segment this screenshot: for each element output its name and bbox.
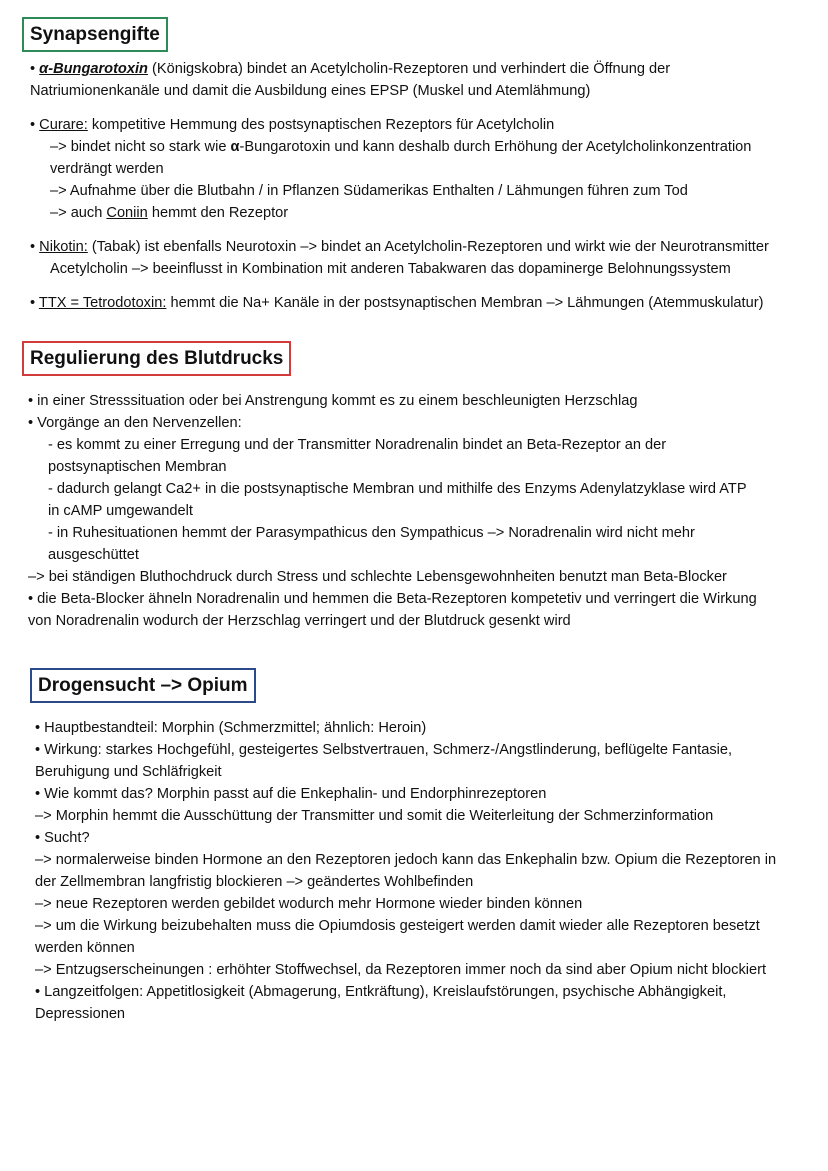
curare-line-1: • Curare: kompetitive Hemmung des postsynaptischen Rezeptors für Acetylcholin (30, 117, 555, 133)
section-title-drogensucht: Drogensucht –> Opium (30, 668, 256, 703)
blutdruck-line: ausgeschüttet (48, 547, 139, 563)
blutdruck-line: • die Beta-Blocker ähneln Noradrenalin und hemmen die Beta-Rezeptoren kompetetiv und verringert die Wirkung (28, 591, 757, 607)
curare-line-2: –> bindet nicht so stark wie α-Bungarotoxin und kann deshalb durch Erhöhung der Acetylcholinkonzentration (50, 139, 752, 155)
section-title-synapsengifte: Synapsengifte (22, 17, 168, 52)
opium-line: Depressionen (35, 1006, 126, 1022)
opium-line: • Wirkung: starkes Hochgefühl, gesteigertes Selbstvertrauen, Schmerz-/Angstlinderung, beflügelte Fantasie, (35, 742, 733, 758)
bungarotoxin-term: α-Bungarotoxin (39, 61, 148, 77)
blutdruck-line: postsynaptischen Membran (48, 459, 227, 475)
ttx-term: TTX = Tetrodotoxin: (38, 295, 167, 311)
curare-line-5: –> auch Coniin hemmt den Rezeptor (50, 205, 289, 221)
bungarotoxin-line-1: • α-Bungarotoxin (Königskobra) bindet an Acetylcholin-Rezeptoren und verhindert die Öffnung der (30, 61, 671, 77)
curare-term: Curare: (39, 117, 88, 133)
curare-line-3: verdrängt werden (50, 161, 164, 177)
opium-line: werden können (35, 940, 135, 956)
opium-line: • Wie kommt das? Morphin passt auf die Enkephalin- und Endorphinrezeptoren (35, 786, 547, 802)
section-title-blutdruck: Regulierung des Blutdrucks (22, 341, 291, 376)
opium-line: • Hauptbestandteil: Morphin (Schmerzmittel; ähnlich: Heroin) (35, 720, 427, 736)
opium-line: der Zellmembran langfristig blockieren –> geändertes Wohlbefinden (35, 874, 474, 890)
blutdruck-line: - es kommt zu einer Erregung und der Transmitter Noradrenalin bindet an Beta-Rezeptor an der (48, 437, 667, 453)
blutdruck-line: –> bei ständigen Bluthochdruck durch Stress und schlechte Lebensgewohnheiten benutzt man Beta-Blocker (28, 569, 727, 585)
opium-line: –> Entzugserscheinungen : erhöhter Stoffwechsel, da Rezeptoren immer noch da sind aber Opium nicht blockiert (35, 962, 767, 978)
curare-line-4: –> Aufnahme über die Blutbahn / in Pflanzen Südamerikas Enthalten / Lähmungen führen zum Tod (50, 183, 688, 199)
opium-line: Beruhigung und Schläfrigkeit (35, 764, 222, 780)
blutdruck-line: - in Ruhesituationen hemmt der Parasympathicus den Sympathicus –> Noradrenalin wird nicht mehr (48, 525, 695, 541)
section-blutdruck (28, 390, 820, 632)
opium-line: –> neue Rezeptoren werden gebildet wodurch mehr Hormone wieder binden können (35, 896, 583, 912)
blutdruck-line: • in einer Stresssituation oder bei Anstrengung kommt es zu einem beschleunigten Herzschlag (28, 393, 638, 409)
opium-line: • Sucht? (35, 830, 90, 846)
nikotin-term: Nikotin: (39, 239, 88, 255)
opium-line: • Langzeitfolgen: Appetitlosigkeit (Abmagerung, Entkräftung), Kreislaufstörungen, psychische Abhängigkeit, (35, 984, 727, 1000)
bungarotoxin-line-2: Natriumionenkanäle und damit die Ausbildung eines EPSP (Muskel und Atemlähmung) (30, 83, 591, 99)
coniin-term: Coniin (106, 205, 148, 221)
ttx-line-1: • TTX = Tetrodotoxin: hemmt die Na+ Kanäle in der postsynaptischen Membran –> Lähmungen (Atemmuskulatur) (30, 295, 764, 311)
opium-line: –> um die Wirkung beizubehalten muss die Opiumdosis gesteigert werden damit wieder alle Rezeptoren besetzt (35, 918, 760, 934)
nikotin-line-1: • Nikotin: (Tabak) ist ebenfalls Neurotoxin –> bindet an Acetylcholin-Rezeptoren und wirkt wie der Neurotransmitter (30, 239, 769, 255)
section-synapsengifte (30, 58, 820, 314)
blutdruck-line: • Vorgänge an den Nervenzellen: (28, 415, 242, 431)
opium-line: –> Morphin hemmt die Ausschüttung der Transmitter und somit die Weiterleitung der Schmerzinformation (35, 808, 714, 824)
nikotin-line-2: Acetylcholin –> beeinflusst in Kombination mit anderen Tabakwaren das dopaminerge Belohnungssystem (50, 261, 731, 277)
blutdruck-line: - dadurch gelangt Ca2+ in die postsynaptische Membran und mithilfe des Enzyms Adenylatzyklase wird ATP (48, 481, 747, 497)
section-drogensucht (35, 717, 820, 1025)
opium-line: –> normalerweise binden Hormone an den Rezeptoren jedoch kann das Enkephalin bzw. Opium die Rezeptoren in (35, 852, 777, 868)
blutdruck-line: in cAMP umgewandelt (48, 503, 193, 519)
blutdruck-line: von Noradrenalin wodurch der Herzschlag verringert und der Blutdruck gesenkt wird (28, 613, 571, 629)
